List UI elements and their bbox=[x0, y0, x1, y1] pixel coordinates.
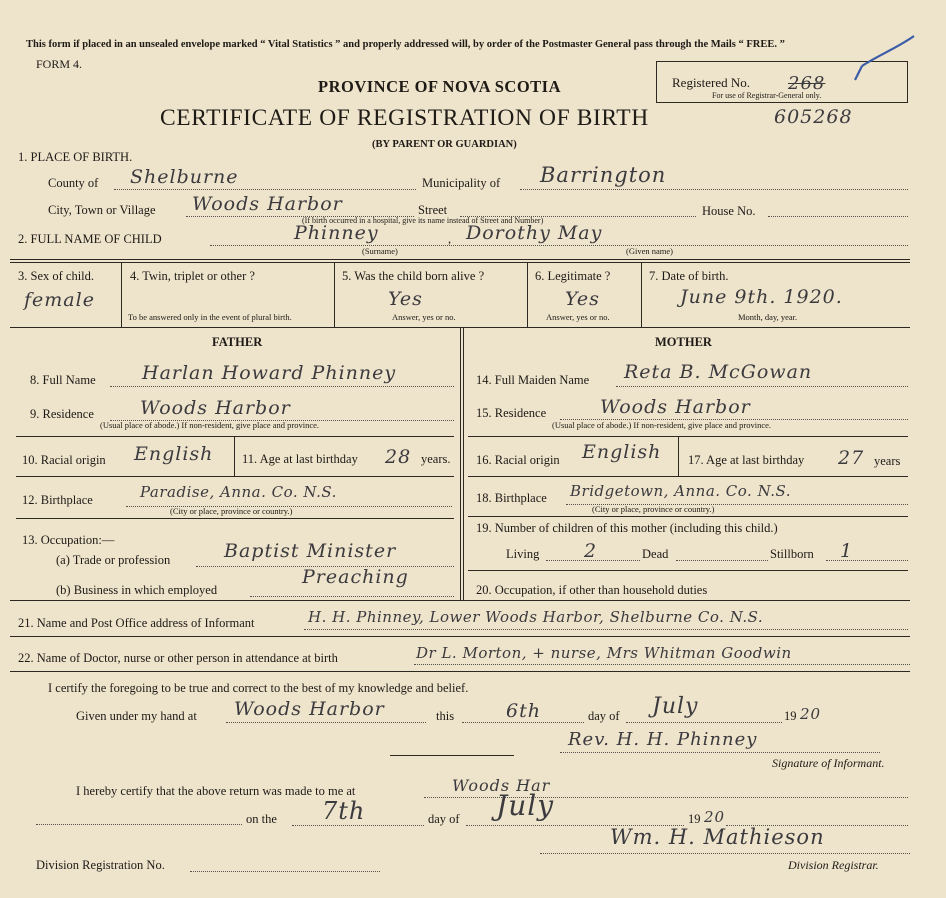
sex-label: 3. Sex of child. bbox=[18, 269, 95, 283]
this-label: this bbox=[436, 709, 455, 723]
father-name-label: 8. Full Name bbox=[30, 373, 96, 387]
postage-notice: This form if placed in an unsealed envelope marked “ Vital Statistics ” and properly addressed will, by order of the Postmaster General pass through the Mails “ FREE. ” bbox=[26, 39, 785, 50]
stillborn-label: Stillborn bbox=[770, 547, 814, 561]
father-age-label: 11. Age at last birthday bbox=[242, 452, 358, 466]
return-day: 7th bbox=[322, 797, 366, 825]
mother-race: English bbox=[582, 441, 662, 463]
registered-label: Registered No. bbox=[672, 75, 750, 90]
on-the-label: on the bbox=[246, 812, 277, 826]
mother-residence-note: (Usual place of abode.) If non-resident, give place and province. bbox=[552, 420, 772, 430]
plural-birth-note: To be answered only in the event of plural birth. bbox=[128, 312, 292, 322]
children-label: 19. Number of children of this mother (including this child.) bbox=[476, 521, 778, 535]
given-month: July bbox=[652, 694, 699, 719]
informant-label: 21. Name and Post Office address of Informant bbox=[18, 616, 255, 630]
given-year-suffix: 20 bbox=[800, 705, 822, 723]
city-label: City, Town or Village bbox=[48, 203, 156, 217]
page-subtitle: (BY PARENT OR GUARDIAN) bbox=[372, 139, 517, 150]
father-occupation-label: 13. Occupation:— bbox=[22, 533, 115, 547]
city-value: Woods Harbor bbox=[192, 193, 343, 215]
dead-label: Dead bbox=[642, 547, 669, 561]
municipality-label: Municipality of bbox=[422, 176, 501, 190]
given-year-prefix: 19 bbox=[784, 709, 797, 723]
father-race: English bbox=[134, 443, 214, 465]
registrar-signature-label: Division Registrar. bbox=[788, 858, 879, 872]
mother-name: Reta B. McGowan bbox=[624, 361, 813, 383]
legitimate-note: Answer, yes or no. bbox=[546, 312, 610, 322]
pencil-check-mark bbox=[852, 34, 918, 84]
mother-birthplace-note: (City or place, province or country.) bbox=[592, 504, 715, 514]
return-place: Woods Har bbox=[452, 776, 551, 795]
trade-value: Baptist Minister bbox=[224, 540, 397, 562]
attendant-label: 22. Name of Doctor, nurse or other person in attendance at birth bbox=[18, 651, 338, 665]
county-label: County of bbox=[48, 176, 99, 190]
mother-race-label: 16. Racial origin bbox=[476, 453, 560, 467]
province-heading: PROVINCE OF NOVA SCOTIA bbox=[318, 77, 561, 96]
mother-birthplace-label: 18. Birthplace bbox=[476, 491, 547, 505]
house-number-label: House No. bbox=[702, 204, 756, 218]
certificate-number: 605268 bbox=[774, 106, 853, 128]
born-alive-note: Answer, yes or no. bbox=[392, 312, 456, 322]
street-label: Street bbox=[418, 203, 448, 217]
return-year-prefix: 19 bbox=[688, 812, 701, 826]
business-value: Preaching bbox=[302, 566, 409, 588]
informant-signature-label: Signature of Informant. bbox=[772, 756, 885, 770]
father-race-label: 10. Racial origin bbox=[22, 453, 106, 467]
page-title: CERTIFICATE OF REGISTRATION OF BIRTH bbox=[160, 105, 649, 131]
mother-birthplace: Bridgetown, Anna. Co. N.S. bbox=[570, 482, 792, 500]
form-number: FORM 4. bbox=[36, 57, 83, 71]
legitimate-value: Yes bbox=[565, 288, 600, 310]
sex-value: female bbox=[24, 289, 95, 311]
mother-heading: MOTHER bbox=[655, 335, 712, 349]
mother-residence: Woods Harbor bbox=[600, 396, 751, 418]
municipality-value: Barrington bbox=[540, 163, 667, 187]
birth-date-note: Month, day, year. bbox=[738, 312, 798, 322]
father-birthplace: Paradise, Anna. Co. N.S. bbox=[140, 483, 337, 501]
county-value: Shelburne bbox=[130, 166, 239, 188]
living-value: 2 bbox=[584, 540, 598, 562]
born-alive-value: Yes bbox=[388, 288, 423, 310]
father-name: Harlan Howard Phinney bbox=[142, 362, 397, 384]
stillborn-value: 1 bbox=[840, 540, 854, 562]
day-of-label: day of bbox=[588, 709, 620, 723]
mother-name-label: 14. Full Maiden Name bbox=[476, 373, 590, 387]
return-month: July bbox=[496, 789, 555, 822]
father-heading: FATHER bbox=[212, 335, 263, 349]
informant-certification: I certify the foregoing to be true and correct to the best of my knowledge and belief. bbox=[48, 681, 469, 695]
mother-residence-label: 15. Residence bbox=[476, 406, 547, 420]
given-name-note: (Given name) bbox=[626, 246, 673, 256]
registered-number: 268 bbox=[788, 73, 826, 94]
hospital-note: (If birth occurred in a hospital, give its name instead of Street and Number) bbox=[302, 216, 544, 225]
business-label: (b) Business in which employed bbox=[56, 583, 218, 597]
place-of-birth-heading: 1. PLACE OF BIRTH. bbox=[18, 150, 133, 164]
father-residence-label: 9. Residence bbox=[30, 407, 94, 421]
living-label: Living bbox=[506, 547, 540, 561]
birth-date-label: 7. Date of birth. bbox=[649, 269, 729, 283]
surname-note: (Surname) bbox=[362, 246, 398, 256]
birth-date-value: June 9th. 1920. bbox=[680, 286, 843, 308]
mother-occupation-label: 20. Occupation, if other than household duties bbox=[476, 583, 708, 597]
return-day-of-label: day of bbox=[428, 812, 460, 826]
registrar-signature: Wm. H. Mathieson bbox=[610, 825, 825, 849]
informant-value: H. H. Phinney, Lower Woods Harbor, Shelburne Co. N.S. bbox=[308, 608, 764, 626]
trade-label: (a) Trade or profession bbox=[56, 553, 171, 567]
father-residence-note: (Usual place of abode.) If non-resident, give place and province. bbox=[100, 420, 320, 430]
given-day: 6th bbox=[506, 700, 541, 722]
birth-certificate: This form if placed in an unsealed envelope marked “ Vital Statistics ” and properly addressed will, by order of the Postmaster General pass through the Mails “ FREE. ” FORM 4. PROVINCE OF NOVA SCOTIA CERTIFICATE OF REGISTRATION OF BIRTH 605268 (BY PARENT OR GUARDIAN) Registered No. 268 For use of Registrar-General only. 1. PLACE OF BIRTH. County of Shelburne Municipality of Barrington City, Town or Village Woods Harbor Street House No. (If birth occurred in a hospital, give its name instead of Street and Number) 2. FULL NAME OF CHILD Phinney , Dorothy May (Surname) (Given name) 3. Sex of child. female 4. Twin, triplet or other ? To be answered only in the event of plural birth. 5. Was the child born alive ? Yes Answer, yes or no. 6. Legitimate ? Yes Answer, yes or no. 7. Date of birth. June 9th. 1920. Month, day, year. FATHER MOTHER 8. Full Name Harlan Howard Phinney 9. Residence Woods Harbor (Usual place of abode.) If non-resident, give place and province. 10. Racial origin English 11. Age at last birthday 28 years. 12. Birthplace Paradise, Anna. Co. N.S. (City or place, province or country.) 13. Occupation:— (a) Trade or profession Baptist Minister (b) Business in which employed Preaching 14. Full Maiden Name Reta B. McGowan 15. Residence Woods Harbor (Usual place of abode.) If non-resident, give place and province. 16. Racial origin English 17. Age at last birthday 27 years 18. Birthplace Bridgetown, Anna. Co. N.S. (City or place, province or country.) 19. Number of children of this mother (including this child.) Living 2 Dead Stillborn 1 20. Occupation, if other than household duties 21. Name and Post Office address of Informant H. H. Phinney, Lower Woods Harbor, Shelburne Co. N.S. 22. Name of Doctor, nurse or other person in attendance at birth Dr L. Morton, + nurse, Mrs Whitman Goodwin I certify the foregoing to be true and correct to the best of my knowledge and belief. Given under my hand at Woods Harbor this 6th day of July 19 20 Rev. H. H. Phinney Signature of Informant. I hereby certify that the above return was made to me at Woods Har on the 7th day of July 19 20 Wm. H. Mathieson Division Registrar. Division Registration No. bbox=[0, 0, 946, 898]
father-birthplace-note: (City or place, province or country.) bbox=[170, 506, 293, 516]
mother-years-label: years bbox=[874, 454, 901, 468]
child-given-name: Dorothy May bbox=[466, 222, 603, 244]
return-year-suffix: 20 bbox=[704, 808, 726, 826]
informant-signature: Rev. H. H. Phinney bbox=[568, 729, 758, 750]
father-age: 28 bbox=[385, 446, 412, 468]
father-years-label: years. bbox=[421, 452, 451, 466]
father-residence: Woods Harbor bbox=[140, 397, 291, 419]
mother-age: 27 bbox=[838, 447, 865, 469]
attendant-value: Dr L. Morton, + nurse, Mrs Whitman Goodwin bbox=[416, 644, 792, 662]
mother-age-label: 17. Age at last birthday bbox=[688, 453, 805, 467]
born-alive-label: 5. Was the child born alive ? bbox=[342, 269, 485, 283]
father-birthplace-label: 12. Birthplace bbox=[22, 493, 93, 507]
child-name-label: 2. FULL NAME OF CHILD bbox=[18, 232, 162, 246]
child-surname: Phinney bbox=[294, 222, 379, 244]
given-place: Woods Harbor bbox=[234, 698, 385, 720]
given-label: Given under my hand at bbox=[76, 709, 197, 723]
registrar-certification: I hereby certify that the above return was made to me at bbox=[76, 784, 356, 798]
plural-birth-label: 4. Twin, triplet or other ? bbox=[130, 269, 255, 283]
legitimate-label: 6. Legitimate ? bbox=[535, 269, 611, 283]
division-registration-label: Division Registration No. bbox=[36, 858, 165, 872]
registrar-note: For use of Registrar-General only. bbox=[712, 91, 822, 100]
